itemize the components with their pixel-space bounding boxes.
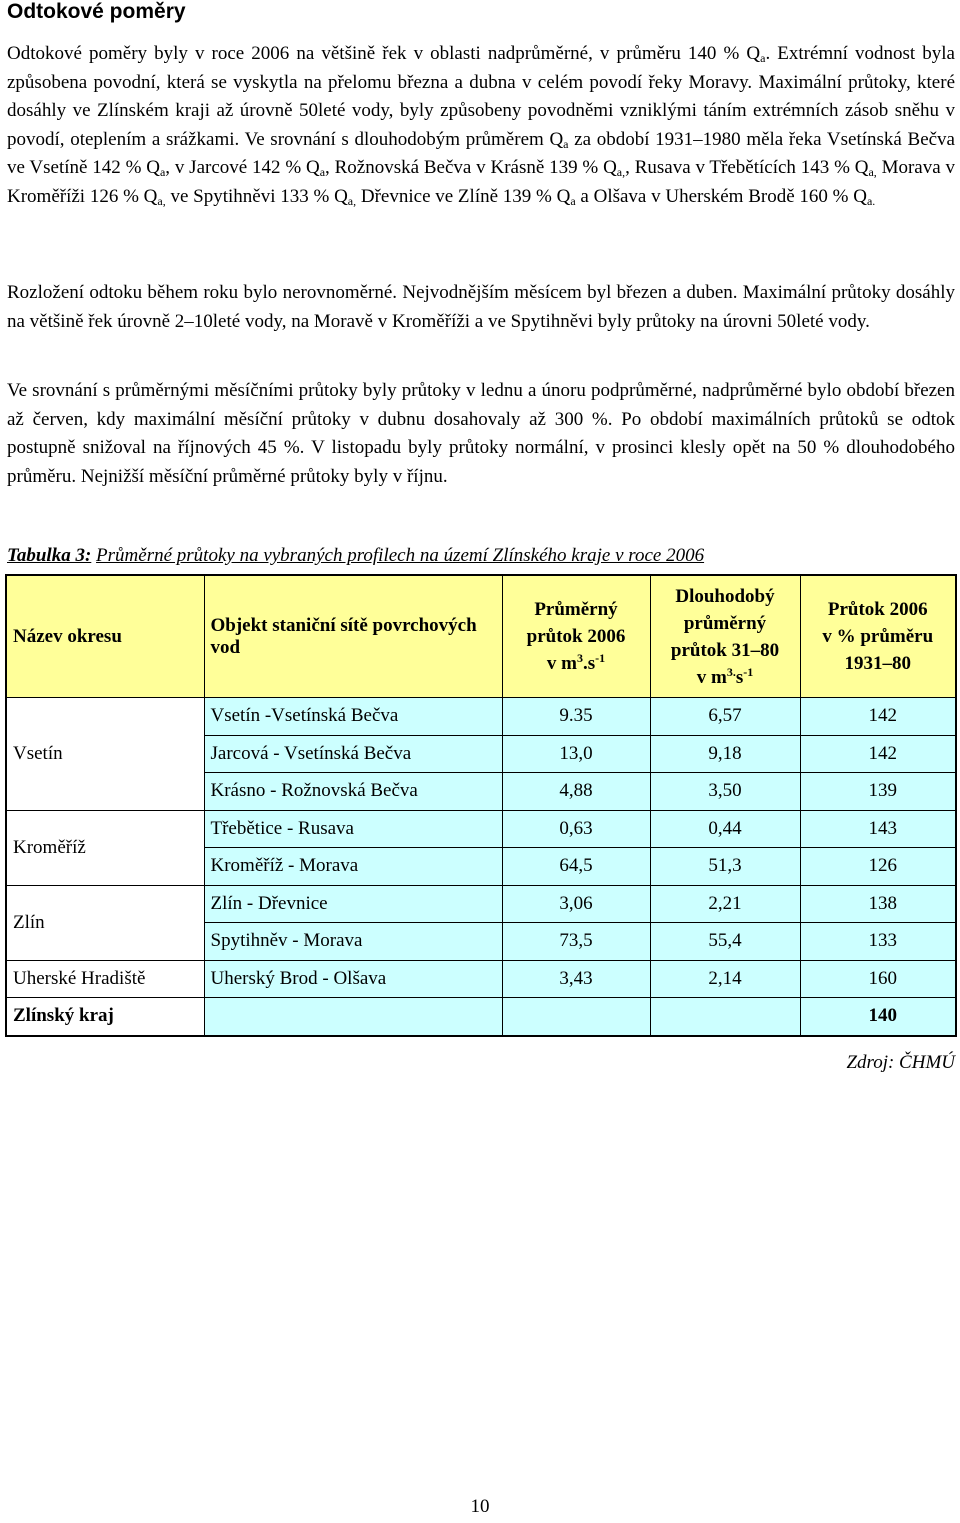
station-cell: Jarcová - Vsetínská Bečva	[204, 735, 502, 773]
paragraph-3: Ve srovnání s průměrnými měsíčními průtoky byly průtoky v lednu a únoru podprůměrné, nadprůměrné bylo období březen až červen, kdy maximální měsíční průtoky v dubnu dosahovaly až 300 %. Po období maximálních průtoků se odtok postupně snižoval na říjnových 45 %. V listopadu byly průtoky normální, v prosinci klesly opět na 50 % dlouhodobého průměru. Nejnižší měsíční průměrné průtoky byly v říjnu.	[7, 380, 955, 487]
p1-sub: a,	[347, 193, 357, 208]
district-cell: Vsetín	[6, 698, 204, 811]
header-avg2006: Průměrný průtok 2006 v $m^3.s^{-1}$	[502, 575, 650, 698]
p1-sub: a	[563, 136, 569, 151]
table-total-row	[6, 998, 956, 1036]
avg2006-cell: 64,5	[502, 848, 650, 886]
station-cell: Třebětice - Rusava	[204, 810, 502, 848]
longterm-cell: 6,57	[650, 698, 800, 736]
avg2006-cell: 4,88	[502, 773, 650, 811]
p1-sub: a	[760, 51, 766, 65]
avg2006-cell: 0,63	[502, 810, 650, 848]
p1-text-7: Morava v Kroměříži 126 % Q	[7, 157, 955, 207]
percent-cell: 133	[800, 923, 956, 961]
district-cell: Zlín	[6, 885, 204, 960]
avg2006-cell: 73,5	[502, 923, 650, 961]
section-heading: Odtokové poměry	[7, 0, 186, 23]
table-row	[6, 885, 956, 923]
total-percent-cell: 140	[800, 998, 956, 1036]
header-station: Objekt staniční sítě povrchových vod	[204, 575, 502, 698]
avg2006-cell: 3,06	[502, 885, 650, 923]
p1-text-2: . Extrémní vodnost byla způsobena povodní, která se vyskytla na přelomu března a dubna v celém povodí řeky Moravy. Maximální průtoky, které dosáhly ve Zlínském kraji až úrovně 50leté vody, byly způsobeny povodněmi vzniklými táním extrémních zásob sněhu v povodí, oteplením a srážkami. Ve srovnání s dlouhodobým průměrem Q	[7, 43, 955, 150]
district-cell: Kroměříž	[6, 810, 204, 885]
longterm-cell: 55,4	[650, 923, 800, 961]
paragraph-1	[7, 40, 955, 212]
paragraph-2: Rozložení odtoku během roku bylo nerovnoměrné. Nejvodnějším měsícem byl březen a duben. Maximální průtoky dosáhly na většině řek úrovně 2–10leté vody, na Moravě v Kroměříži a ve Spytihněvi byly průtoky na úrovni 50leté vody.	[7, 282, 955, 332]
station-cell: Zlín - Dřevnice	[204, 885, 502, 923]
avg2006-cell: 9.35	[502, 698, 650, 736]
header-longterm: Dlouhodobý průměrný průtok 31–80 v $m^{3.}s^{-1}$	[650, 575, 800, 698]
p1-text-1: Odtokové poměry byly v roce 2006 na většině řek v oblasti nadprůměrné, v průměru 140 % Q	[7, 43, 761, 64]
header-district: Název okresu	[6, 575, 204, 698]
total-empty-cell	[502, 998, 650, 1036]
p1-sub: a.	[866, 193, 876, 208]
p1-text-5: , Rožnovská Bečva v Krásně 139 % Q	[325, 157, 617, 179]
table-row	[6, 698, 956, 736]
total-empty-cell	[650, 998, 800, 1036]
page-number: 10	[470, 1496, 490, 1517]
p1-sub: a	[159, 165, 166, 180]
avg2006-cell: 13,0	[502, 735, 650, 773]
station-cell: Uherský Brod - Olšava	[204, 960, 502, 998]
percent-cell: 142	[800, 735, 956, 773]
table-row	[6, 810, 956, 848]
table-caption	[7, 545, 704, 567]
p1-text-4: , v Jarcové 142 % Q	[165, 157, 320, 179]
longterm-cell: 2,14	[650, 960, 800, 998]
table-header-row	[6, 575, 956, 698]
p1-sub: a,	[868, 165, 877, 180]
station-cell: Spytihněv - Morava	[204, 923, 502, 961]
percent-cell: 138	[800, 885, 956, 923]
p1-sub: a	[570, 193, 576, 208]
table-row	[6, 960, 956, 998]
longterm-cell: 9,18	[650, 735, 800, 773]
longterm-cell: 2,21	[650, 885, 800, 923]
percent-cell: 143	[800, 810, 956, 848]
total-empty-cell	[204, 998, 502, 1036]
table-caption-title: Průměrné průtoky na vybraných profilech na území Zlínského kraje v roce 2006	[96, 545, 705, 566]
p1-text-8: ve Spytihněvi 133 % Q	[165, 185, 348, 207]
avg2006-cell: 3,43	[502, 960, 650, 998]
district-cell: Uherské Hradiště	[6, 960, 204, 998]
longterm-cell: 51,3	[650, 848, 800, 886]
station-cell: Krásno - Rožnovská Bečva	[204, 773, 502, 811]
flow-table	[5, 574, 957, 1037]
longterm-cell: 3,50	[650, 773, 800, 811]
p1-sub: a,	[157, 193, 166, 208]
total-label-cell: Zlínský kraj	[6, 998, 204, 1036]
p1-text-3: za období 1931–1980 měla řeka Vsetínská Bečva ve Vsetíně 142 % Q	[7, 128, 955, 179]
station-cell: Vsetín -Vsetínská Bečva	[204, 698, 502, 736]
p1-sub: a	[319, 165, 326, 180]
p1-text-6: , Rusava v Třebětících 143 % Q	[625, 157, 869, 179]
percent-cell: 139	[800, 773, 956, 811]
percent-cell: 126	[800, 848, 956, 886]
p1-sub: a,	[616, 165, 626, 180]
longterm-cell: 0,44	[650, 810, 800, 848]
percent-cell: 142	[800, 698, 956, 736]
p1-text-9: Dřevnice ve Zlíně 139 % Q	[356, 185, 571, 207]
station-cell: Kroměříž - Morava	[204, 848, 502, 886]
percent-cell: 160	[800, 960, 956, 998]
header-percent: Průtok 2006 v % průměru 1931–80	[800, 575, 956, 698]
p1-text-10: a Olšava v Uherském Brodě 160 % Q	[575, 185, 867, 207]
table-source: Zdroj: ČHMÚ	[846, 1052, 955, 1073]
table-caption-label: Tabulka 3:	[7, 545, 92, 566]
